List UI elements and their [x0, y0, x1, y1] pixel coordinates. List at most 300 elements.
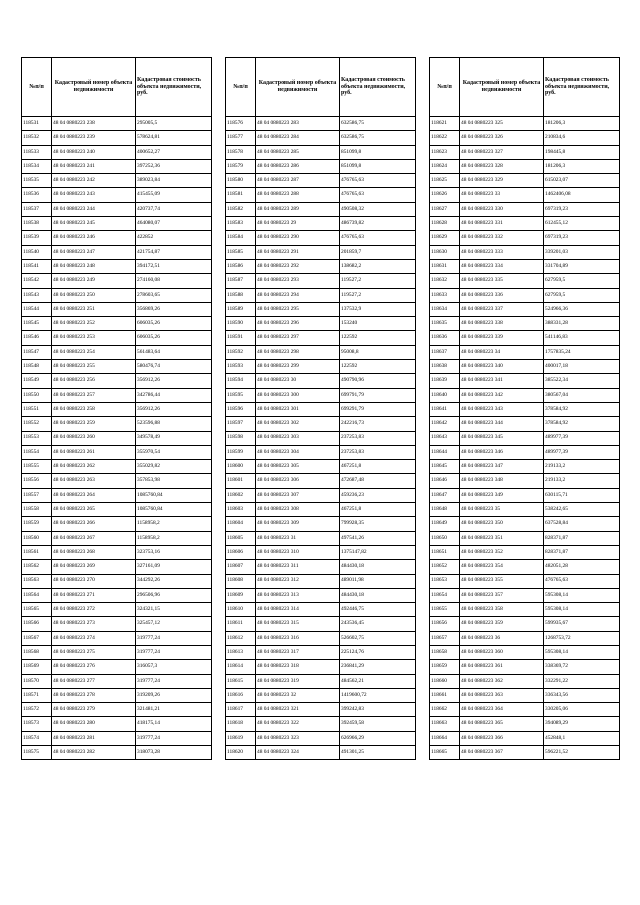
cadastral-number-cell: 48 04 0880223 252 — [52, 317, 136, 331]
row-number-cell: 118609 — [226, 588, 256, 602]
table-row — [226, 746, 416, 760]
table-row — [226, 159, 416, 173]
cadastral-value-cell: 138682,2 — [340, 259, 416, 273]
cadastral-value-cell: 595308,14 — [544, 588, 620, 602]
table-body — [22, 117, 212, 760]
row-number-cell: 118601 — [226, 474, 256, 488]
row-number-cell: 118622 — [430, 131, 460, 145]
row-number-cell: 118553 — [22, 431, 52, 445]
row-number-cell: 118627 — [430, 202, 460, 216]
table-row — [226, 360, 416, 374]
cadastral-value-cell: 606035,26 — [136, 317, 212, 331]
table-row — [430, 374, 620, 388]
row-number-cell: 118555 — [22, 460, 52, 474]
row-number-cell: 118543 — [22, 288, 52, 302]
table-row — [226, 517, 416, 531]
table-row — [430, 274, 620, 288]
cadastral-number-cell: 48 04 0880223 289 — [256, 202, 340, 216]
table-row — [22, 174, 212, 188]
cadastral-value-cell: 236841,29 — [340, 660, 416, 674]
header-value: Кадастровая стоимость объекта недвижимости, руб. — [136, 58, 212, 117]
cadastral-number-cell: 48 04 0880223 302 — [256, 417, 340, 431]
row-number-cell: 118649 — [430, 517, 460, 531]
cadastral-number-cell: 48 04 0880223 350 — [460, 517, 544, 531]
table-row — [22, 688, 212, 702]
row-number-cell: 118600 — [226, 460, 256, 474]
row-number-cell: 118552 — [22, 417, 52, 431]
cadastral-number-cell: 48 04 0880223 329 — [460, 174, 544, 188]
row-number-cell: 118598 — [226, 431, 256, 445]
cadastral-number-cell: 48 04 0880223 297 — [256, 331, 340, 345]
cadastral-value-cell: 489977,39 — [544, 445, 620, 459]
row-number-cell: 118607 — [226, 560, 256, 574]
cadastral-value-cell: 476765,63 — [544, 574, 620, 588]
table-row — [226, 117, 416, 131]
cadastral-value-cell: 596221,52 — [544, 746, 620, 760]
row-number-cell: 118624 — [430, 159, 460, 173]
cadastral-number-cell: 48 04 0880223 269 — [52, 560, 136, 574]
cadastral-value-cell: 394172,51 — [136, 259, 212, 273]
cadastral-value-cell: 339201,03 — [544, 245, 620, 259]
table-row — [226, 402, 416, 416]
table-row — [226, 202, 416, 216]
cadastral-value-cell: 490790,96 — [340, 374, 416, 388]
cadastral-value-cell: 210834,6 — [544, 131, 620, 145]
cadastral-number-cell: 48 04 0880223 303 — [256, 431, 340, 445]
table-row — [430, 603, 620, 617]
table-row — [226, 717, 416, 731]
cadastral-value-cell: 482051,28 — [544, 560, 620, 574]
row-number-cell: 118616 — [226, 688, 256, 702]
row-number-cell: 118535 — [22, 174, 52, 188]
table-row — [430, 431, 620, 445]
table-row — [430, 360, 620, 374]
table-row — [430, 574, 620, 588]
row-number-cell: 118646 — [430, 474, 460, 488]
row-number-cell: 118623 — [430, 145, 460, 159]
row-number-cell: 118565 — [22, 603, 52, 617]
row-number-cell: 118648 — [430, 503, 460, 517]
table-row — [430, 645, 620, 659]
table-row — [226, 431, 416, 445]
cadastral-value-cell: 330205,06 — [544, 703, 620, 717]
row-number-cell: 118571 — [22, 688, 52, 702]
table-row — [22, 660, 212, 674]
cadastral-value-cell: 420737,74 — [136, 202, 212, 216]
cadastral-value-cell: 243536,45 — [340, 617, 416, 631]
row-number-cell: 118608 — [226, 574, 256, 588]
table-row — [226, 474, 416, 488]
row-number-cell: 118570 — [22, 674, 52, 688]
cadastral-number-cell: 48 04 0880223 315 — [256, 617, 340, 631]
row-number-cell: 118613 — [226, 645, 256, 659]
cadastral-value-cell: 201859,7 — [340, 245, 416, 259]
row-number-cell: 118597 — [226, 417, 256, 431]
cadastral-number-cell: 48 04 0880223 328 — [460, 159, 544, 173]
row-number-cell: 118641 — [430, 402, 460, 416]
header-num: №п/п — [430, 58, 460, 117]
row-number-cell: 118582 — [226, 202, 256, 216]
row-number-cell: 118551 — [22, 402, 52, 416]
table-row — [22, 345, 212, 359]
cadastral-number-cell: 48 04 0880223 365 — [460, 717, 544, 731]
cadastral-value-cell: 378584,92 — [544, 417, 620, 431]
cadastral-value-cell: 541146,83 — [544, 331, 620, 345]
cadastral-value-cell: 595308,14 — [544, 603, 620, 617]
row-number-cell: 118610 — [226, 603, 256, 617]
cadastral-number-cell: 48 04 0880223 264 — [52, 488, 136, 502]
cadastral-value-cell: 122592 — [340, 331, 416, 345]
cadastral-value-cell: 491301,25 — [340, 746, 416, 760]
row-number-cell: 118633 — [430, 288, 460, 302]
row-number-cell: 118642 — [430, 417, 460, 431]
row-number-cell: 118615 — [226, 674, 256, 688]
cadastral-number-cell: 48 04 0880223 348 — [460, 474, 544, 488]
cadastral-number-cell: 48 04 0880223 261 — [52, 445, 136, 459]
cadastral-value-cell: 181206,3 — [544, 117, 620, 131]
cadastral-value-cell: 472687,48 — [340, 474, 416, 488]
table-row — [430, 117, 620, 131]
row-number-cell: 118647 — [430, 488, 460, 502]
cadastral-number-cell: 48 04 0880223 30 — [256, 374, 340, 388]
table-row — [22, 560, 212, 574]
cadastral-number-cell: 48 04 0880223 357 — [460, 588, 544, 602]
cadastral-value-cell: 697319,23 — [544, 231, 620, 245]
row-number-cell: 118662 — [430, 703, 460, 717]
cadastral-value-cell: 356869,26 — [136, 302, 212, 316]
cadastral-number-cell: 48 04 0880223 274 — [52, 631, 136, 645]
row-number-cell: 118625 — [430, 174, 460, 188]
cadastral-number-cell: 48 04 0880223 280 — [52, 717, 136, 731]
table-row — [430, 174, 620, 188]
row-number-cell: 118588 — [226, 288, 256, 302]
cadastral-number-cell: 48 04 0880223 251 — [52, 302, 136, 316]
table-row — [430, 288, 620, 302]
cadastral-number-cell: 48 04 0880223 284 — [256, 131, 340, 145]
cadastral-number-cell: 48 04 0880223 337 — [460, 302, 544, 316]
row-number-cell: 118574 — [22, 731, 52, 745]
cadastral-number-cell: 48 04 0880223 278 — [52, 688, 136, 702]
row-number-cell: 118587 — [226, 274, 256, 288]
table-row — [430, 731, 620, 745]
cadastral-value-cell: 349578,49 — [136, 431, 212, 445]
row-number-cell: 118626 — [430, 188, 460, 202]
cadastral-number-cell: 48 04 0880223 256 — [52, 374, 136, 388]
row-number-cell: 118611 — [226, 617, 256, 631]
cadastral-value-cell: 274160,08 — [136, 274, 212, 288]
cadastral-value-cell: 296506,96 — [136, 588, 212, 602]
cadastral-number-cell: 48 04 0880223 355 — [460, 574, 544, 588]
table-row — [22, 288, 212, 302]
table-row — [226, 617, 416, 631]
table-row — [22, 445, 212, 459]
cadastral-value-cell: 319777,24 — [136, 674, 212, 688]
cadastral-number-cell: 48 04 0880223 283 — [256, 117, 340, 131]
cadastral-number-cell: 48 04 0880223 249 — [52, 274, 136, 288]
cadastral-number-cell: 48 04 0880223 287 — [256, 174, 340, 188]
cadastral-value-cell: 122592 — [340, 360, 416, 374]
cadastral-number-cell: 48 04 0880223 270 — [52, 574, 136, 588]
row-number-cell: 118558 — [22, 503, 52, 517]
cadastral-number-cell: 48 04 0880223 268 — [52, 545, 136, 559]
cadastral-number-cell: 48 04 0880223 304 — [256, 445, 340, 459]
table-row — [430, 302, 620, 316]
table-row — [430, 631, 620, 645]
cadastral-number-cell: 48 04 0880223 361 — [460, 660, 544, 674]
cadastral-number-cell: 48 04 0880223 317 — [256, 645, 340, 659]
cadastral-number-cell: 48 04 0880223 247 — [52, 245, 136, 259]
row-number-cell: 118546 — [22, 331, 52, 345]
row-number-cell: 118665 — [430, 746, 460, 760]
table-row — [430, 717, 620, 731]
cadastral-number-cell: 48 04 0880223 331 — [460, 217, 544, 231]
cadastral-value-cell: 394089,29 — [544, 717, 620, 731]
row-number-cell: 118549 — [22, 374, 52, 388]
table-row — [430, 388, 620, 402]
cadastral-value-cell: 486739,82 — [340, 217, 416, 231]
row-number-cell: 118602 — [226, 488, 256, 502]
cadastral-number-cell: 48 04 0880223 260 — [52, 431, 136, 445]
cadastral-number-cell: 48 04 0880223 322 — [256, 717, 340, 731]
row-number-cell: 118631 — [430, 259, 460, 273]
cadastral-value-cell: 331704,89 — [544, 259, 620, 273]
row-number-cell: 118585 — [226, 245, 256, 259]
table-row — [430, 517, 620, 531]
row-number-cell: 118659 — [430, 660, 460, 674]
table-row — [430, 245, 620, 259]
cadastral-number-cell: 48 04 0880223 342 — [460, 388, 544, 402]
row-number-cell: 118533 — [22, 145, 52, 159]
table-row — [22, 545, 212, 559]
cadastral-number-cell: 48 04 0880223 362 — [460, 674, 544, 688]
cadastral-value-cell: 397252,36 — [136, 159, 212, 173]
cadastral-value-cell: 606035,26 — [136, 331, 212, 345]
row-number-cell: 118656 — [430, 617, 460, 631]
cadastral-value-cell: 181206,3 — [544, 159, 620, 173]
row-number-cell: 118651 — [430, 545, 460, 559]
cadastral-value-cell: 418175,14 — [136, 717, 212, 731]
cadastral-number-cell: 48 04 0880223 265 — [52, 503, 136, 517]
table-body — [430, 117, 620, 760]
table-row — [22, 202, 212, 216]
row-number-cell: 118654 — [430, 588, 460, 602]
cadastral-number-cell: 48 04 0880223 310 — [256, 545, 340, 559]
row-number-cell: 118537 — [22, 202, 52, 216]
row-number-cell: 118638 — [430, 360, 460, 374]
table-row — [430, 217, 620, 231]
cadastral-number-cell: 48 04 0880223 323 — [256, 731, 340, 745]
cadastral-value-cell: 327161,09 — [136, 560, 212, 574]
row-number-cell: 118532 — [22, 131, 52, 145]
cadastral-value-cell: 198445,8 — [544, 145, 620, 159]
header-value: Кадастровая стоимость объекта недвижимости, руб. — [544, 58, 620, 117]
table-row — [226, 588, 416, 602]
cadastral-number-cell: 48 04 0880223 338 — [460, 317, 544, 331]
cadastral-value-cell: 355970,54 — [136, 445, 212, 459]
table-row — [226, 331, 416, 345]
cadastral-value-cell: 492446,75 — [340, 603, 416, 617]
cadastral-value-cell: 828371,87 — [544, 531, 620, 545]
table-row — [430, 531, 620, 545]
table-row — [430, 345, 620, 359]
table-row — [430, 560, 620, 574]
row-number-cell: 118635 — [430, 317, 460, 331]
cadastral-number-cell: 48 04 0880223 300 — [256, 388, 340, 402]
cadastral-value-cell: 1085760,84 — [136, 488, 212, 502]
cadastral-value-cell: 599935,67 — [544, 617, 620, 631]
cadastral-number-cell: 48 04 0880223 344 — [460, 417, 544, 431]
cadastral-number-cell: 48 04 0880223 29 — [256, 217, 340, 231]
header-num: №п/п — [22, 58, 52, 117]
table-row — [430, 660, 620, 674]
cadastral-number-cell: 48 04 0880223 367 — [460, 746, 544, 760]
table-row — [430, 674, 620, 688]
cadastral-number-cell: 48 04 0880223 259 — [52, 417, 136, 431]
row-number-cell: 118636 — [430, 331, 460, 345]
row-number-cell: 118536 — [22, 188, 52, 202]
cadastral-number-cell: 48 04 0880223 309 — [256, 517, 340, 531]
cadastral-value-cell: 497541,26 — [340, 531, 416, 545]
table-row — [430, 159, 620, 173]
cadastral-value-cell: 595308,14 — [544, 645, 620, 659]
cadastral-value-cell: 1268753,72 — [544, 631, 620, 645]
cadastral-value-cell: 219133,2 — [544, 474, 620, 488]
cadastral-number-cell: 48 04 0880223 34 — [460, 345, 544, 359]
row-number-cell: 118599 — [226, 445, 256, 459]
row-number-cell: 118637 — [430, 345, 460, 359]
table-row — [430, 746, 620, 760]
row-number-cell: 118580 — [226, 174, 256, 188]
cadastral-value-cell: 325457,12 — [136, 617, 212, 631]
row-number-cell: 118569 — [22, 660, 52, 674]
table-row — [226, 460, 416, 474]
cadastral-number-cell: 48 04 0880223 239 — [52, 131, 136, 145]
row-number-cell: 118542 — [22, 274, 52, 288]
cadastral-value-cell: 1158958,2 — [136, 517, 212, 531]
cadastral-number-cell: 48 04 0880223 292 — [256, 259, 340, 273]
row-number-cell: 118547 — [22, 345, 52, 359]
table-row — [22, 631, 212, 645]
table-row — [226, 503, 416, 517]
table-row — [226, 302, 416, 316]
cadastral-number-cell: 48 04 0880223 242 — [52, 174, 136, 188]
cadastral-number-cell: 48 04 0880223 360 — [460, 645, 544, 659]
row-number-cell: 118653 — [430, 574, 460, 588]
table-row — [22, 374, 212, 388]
cadastral-number-cell: 48 04 0880223 312 — [256, 574, 340, 588]
cadastral-value-cell: 476765,63 — [340, 174, 416, 188]
table-row — [226, 174, 416, 188]
cadastral-number-cell: 48 04 0880223 286 — [256, 159, 340, 173]
cadastral-number-cell: 48 04 0880223 363 — [460, 688, 544, 702]
cadastral-number-cell: 48 04 0880223 359 — [460, 617, 544, 631]
header-row — [430, 58, 620, 117]
cadastral-number-cell: 48 04 0880223 33 — [460, 188, 544, 202]
table-row — [22, 117, 212, 131]
table-row — [226, 288, 416, 302]
cadastral-number-cell: 48 04 0880223 351 — [460, 531, 544, 545]
cadastral-value-cell: 378584,92 — [544, 402, 620, 416]
cadastral-value-cell: 338369,72 — [544, 660, 620, 674]
row-number-cell: 118658 — [430, 645, 460, 659]
row-number-cell: 118605 — [226, 531, 256, 545]
cadastral-value-cell: 385522,34 — [544, 374, 620, 388]
cadastral-value-cell: 332291,22 — [544, 674, 620, 688]
row-number-cell: 118541 — [22, 259, 52, 273]
cadastral-number-cell: 48 04 0880223 36 — [460, 631, 544, 645]
cadastral-value-cell: 484562,21 — [340, 674, 416, 688]
cadastral-number-cell: 48 04 0880223 276 — [52, 660, 136, 674]
row-number-cell: 118534 — [22, 159, 52, 173]
table-row — [22, 360, 212, 374]
row-number-cell: 118563 — [22, 574, 52, 588]
row-number-cell: 118596 — [226, 402, 256, 416]
row-number-cell: 118620 — [226, 746, 256, 760]
cadastral-number-cell: 48 04 0880223 253 — [52, 331, 136, 345]
table-row — [22, 145, 212, 159]
row-number-cell: 118632 — [430, 274, 460, 288]
cadastral-value-cell: 392459,58 — [340, 717, 416, 731]
cadastral-number-cell: 48 04 0880223 262 — [52, 460, 136, 474]
cadastral-number-cell: 48 04 0880223 241 — [52, 159, 136, 173]
table-row — [22, 531, 212, 545]
table-row — [22, 503, 212, 517]
row-number-cell: 118644 — [430, 445, 460, 459]
row-number-cell: 118617 — [226, 703, 256, 717]
cadastral-number-cell: 48 04 0880223 263 — [52, 474, 136, 488]
cadastral-value-cell: 1085760,84 — [136, 503, 212, 517]
cadastral-value-cell: 626966,29 — [340, 731, 416, 745]
row-number-cell: 118614 — [226, 660, 256, 674]
cadastral-number-cell: 48 04 0880223 314 — [256, 603, 340, 617]
cadastral-number-cell: 48 04 0880223 254 — [52, 345, 136, 359]
cadastral-number-cell: 48 04 0880223 255 — [52, 360, 136, 374]
cadastral-number-cell: 48 04 0880223 257 — [52, 388, 136, 402]
cadastral-number-cell: 48 04 0880223 275 — [52, 645, 136, 659]
cadastral-number-cell: 48 04 0880223 336 — [460, 288, 544, 302]
cadastral-value-cell: 399242,83 — [340, 703, 416, 717]
table-row — [226, 317, 416, 331]
table-row — [22, 645, 212, 659]
cadastral-value-cell: 476765,63 — [340, 231, 416, 245]
cadastral-number-cell: 48 04 0880223 250 — [52, 288, 136, 302]
table-row — [430, 331, 620, 345]
cadastral-number-cell: 48 04 0880223 298 — [256, 345, 340, 359]
row-number-cell: 118567 — [22, 631, 52, 645]
table-row — [226, 217, 416, 231]
table-row — [226, 631, 416, 645]
row-number-cell: 118578 — [226, 145, 256, 159]
table-row — [430, 488, 620, 502]
cadastral-value-cell: 615023,07 — [544, 174, 620, 188]
table-row — [22, 274, 212, 288]
row-number-cell: 118612 — [226, 631, 256, 645]
cadastral-value-cell: 319777,24 — [136, 631, 212, 645]
row-number-cell: 118568 — [22, 645, 52, 659]
row-number-cell: 118544 — [22, 302, 52, 316]
row-number-cell: 118645 — [430, 460, 460, 474]
cadastral-value-cell: 612455,12 — [544, 217, 620, 231]
row-number-cell: 118531 — [22, 117, 52, 131]
row-number-cell: 118604 — [226, 517, 256, 531]
cadastral-value-cell: 699291,79 — [340, 402, 416, 416]
cadastral-value-cell: 153240 — [340, 317, 416, 331]
cadastral-number-cell: 48 04 0880223 333 — [460, 245, 544, 259]
table-row — [226, 374, 416, 388]
table-row — [430, 460, 620, 474]
cadastral-number-cell: 48 04 0880223 290 — [256, 231, 340, 245]
cadastral-value-cell: 342786,44 — [136, 388, 212, 402]
